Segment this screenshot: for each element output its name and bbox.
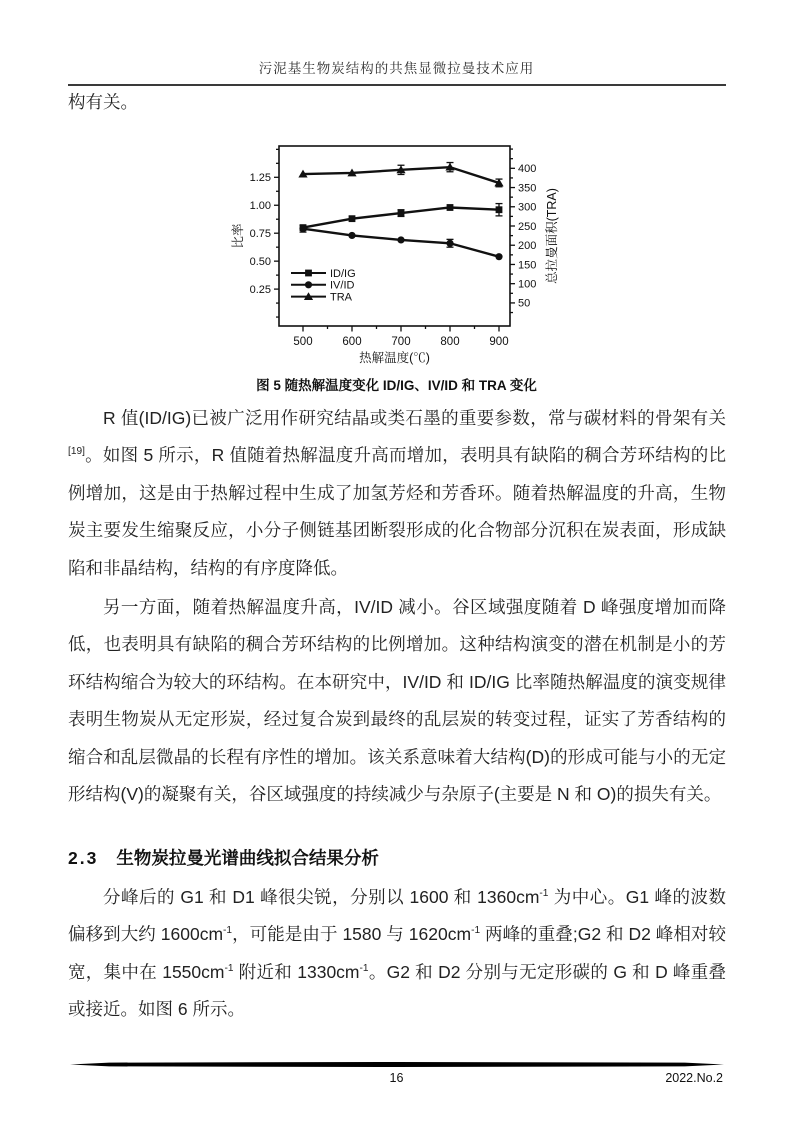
- svg-text:900: 900: [488, 336, 509, 348]
- svg-text:350: 350: [517, 182, 536, 195]
- svg-text:0.25: 0.25: [249, 283, 271, 296]
- svg-text:50: 50: [517, 297, 530, 310]
- paragraph: R 值(ID/IG)已被广泛用作研究结晶或类石墨的重要参数，常与碳材料的骨架有关[19]。如图 5 所示，R 值随着热解温度升高而增加，表明具有缺陷的稠合芳环结构的比例增加，这是由于热解过程中生成了加氢芳烃和芳香环。随着热解温度的升高，生物炭主要发生缩聚反应，小分子侧链基团断裂形成的化合物部分沉积在炭表面，形成缺陷和非晶结构，结构的有序度降低。: [68, 408, 726, 578]
- svg-text:ID/IG: ID/IG: [329, 267, 356, 280]
- svg-text:0.50: 0.50: [249, 255, 271, 268]
- section-title: 生物炭拉曼光谱曲线拟合结果分析: [116, 848, 379, 868]
- svg-text:总拉曼面积(TRA): 总拉曼面积(TRA): [544, 188, 559, 284]
- section-heading: [68, 846, 726, 870]
- svg-text:100: 100: [517, 278, 536, 291]
- svg-text:200: 200: [517, 240, 536, 253]
- svg-text:250: 250: [517, 220, 536, 233]
- figure-caption: 图 5 随热解温度变化 ID/IG、IV/ID 和 TRA 变化: [256, 378, 537, 393]
- section-number: 2.3: [68, 848, 99, 868]
- svg-text:IV/ID: IV/ID: [329, 279, 354, 292]
- svg-text:300: 300: [517, 201, 536, 214]
- svg-text:500: 500: [292, 336, 313, 348]
- figure-5: [0, 136, 793, 368]
- paragraph: 分峰后的 G1 和 D1 峰很尖锐，分别以 1600 和 $1360cm^{-1}$ 为中心。G1 峰的波数偏移到大约 $1600cm^{-1}$，可能是由于 1580 与 $1620cm^{-1}$ 两峰的重叠;G2 和 D2 峰相对较宽，集中在 $1550cm^{-1}$ 附近和 $1330cm^{-1}$。G2 和 D2 分别与无定形碳的 G 和 D 峰重叠或接近。如图 6 所示。: [68, 887, 727, 1020]
- svg-text:热解温度(℃): 热解温度(℃): [358, 351, 430, 365]
- svg-text:800: 800: [439, 336, 460, 348]
- paragraph: 构有关。: [68, 92, 138, 112]
- svg-text:0.75: 0.75: [249, 228, 271, 241]
- svg-text:600: 600: [341, 336, 362, 348]
- raman-ratio-chart: [229, 136, 565, 368]
- svg-text:1.00: 1.00: [249, 200, 271, 213]
- running-head: 污泥基生物炭结构的共焦显微拉曼技术应用: [258, 61, 535, 76]
- page-number: 16: [389, 1071, 404, 1085]
- svg-text:400: 400: [517, 163, 536, 176]
- paragraph: 另一方面，随着热解温度升高，IV/ID 减小。谷区域强度随着 D 峰强度增加而降低，也表明具有缺陷的稠合芳环结构的比例增加。这种结构演变的潜在机制是小的芳环结构缩合为较大的环结构。在本研究中，IV/ID 和 ID/IG 比率随热解温度的演变规律表明生物炭从无定形炭，经过复合炭到最终的乱层炭的转变过程，证实了芳香结构的缩合和乱层微晶的长程有序性的增加。该关系意味着大结构(D)的形成可能与小的无定形结构(V)的凝聚有关，谷区域强度的持续减少与杂原子(主要是 N 和 O)的损失有关。: [68, 597, 726, 805]
- issue-label: 2022.No.2: [665, 1071, 723, 1085]
- svg-text:TRA: TRA: [329, 291, 352, 304]
- svg-text:150: 150: [517, 259, 536, 272]
- svg-text:700: 700: [390, 336, 411, 348]
- footer-rule: [70, 1062, 724, 1067]
- svg-text:比率: 比率: [230, 223, 245, 249]
- svg-text:1.25: 1.25: [249, 172, 271, 185]
